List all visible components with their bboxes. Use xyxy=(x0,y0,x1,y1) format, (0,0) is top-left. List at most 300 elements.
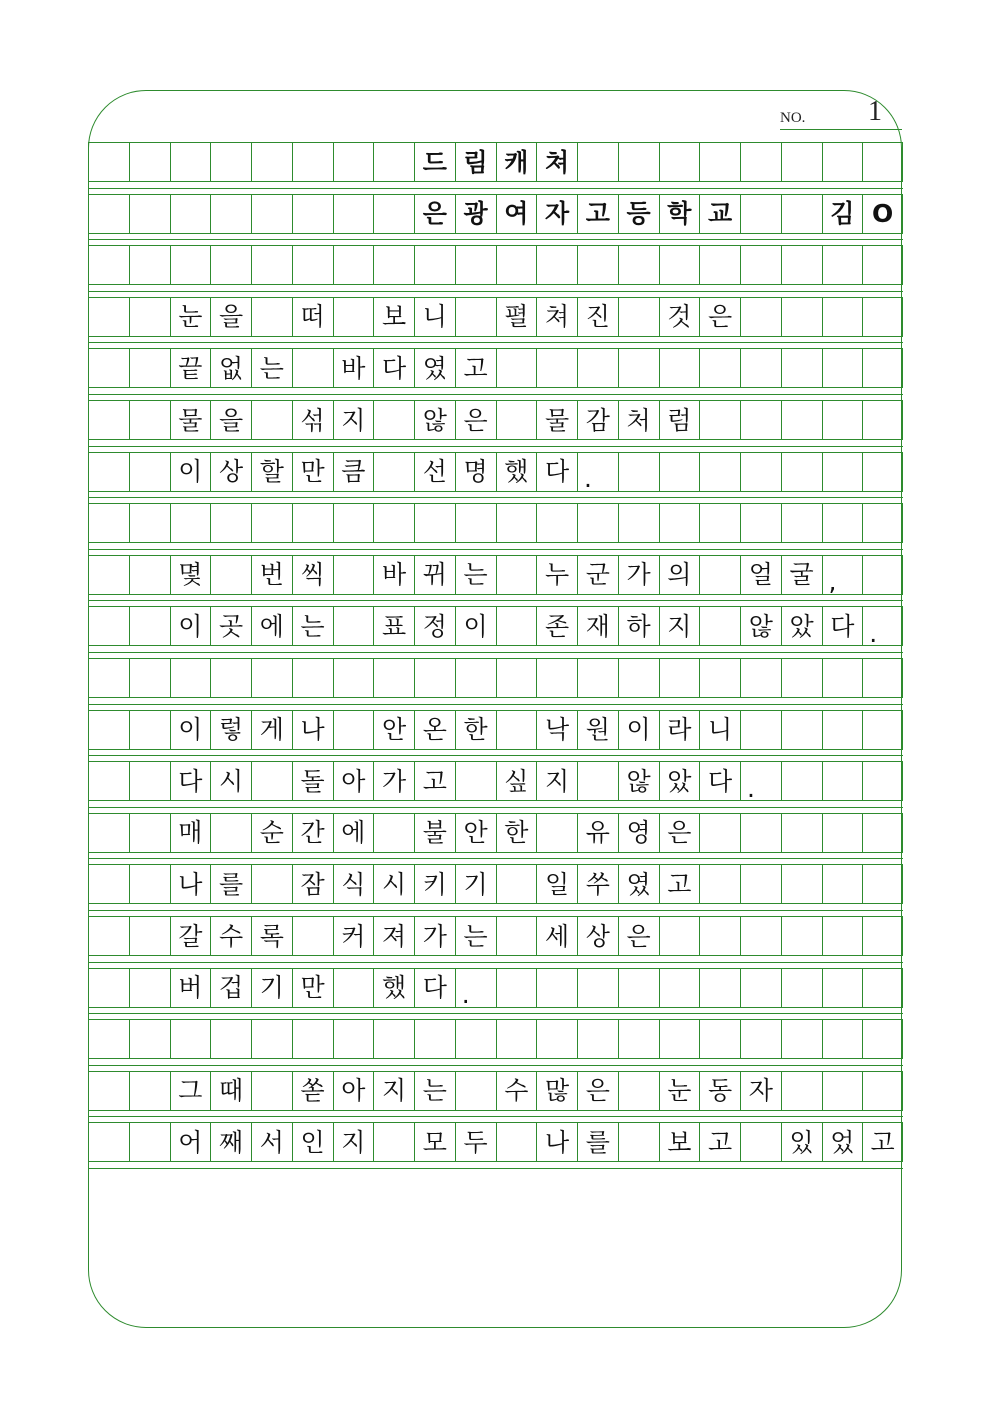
grid-cell: 는 xyxy=(414,1071,455,1111)
grid-cell: 섞 xyxy=(292,400,333,440)
grid-cell: 굴 xyxy=(781,555,822,595)
grid-cell xyxy=(88,142,129,182)
grid-cell: 했 xyxy=(496,452,537,492)
grid-cell xyxy=(210,142,251,182)
grid-cell: 는 xyxy=(455,555,496,595)
grid-cell: 다 xyxy=(536,452,577,492)
grid-cell: 고 xyxy=(455,348,496,388)
grid-cell xyxy=(577,658,618,698)
grid-cell xyxy=(129,916,170,956)
grid-cell xyxy=(333,245,374,285)
row-separator-line xyxy=(88,394,903,395)
grid-cell xyxy=(88,452,129,492)
grid-cell: 인 xyxy=(292,1122,333,1162)
grid-row xyxy=(88,710,903,750)
grid-cell: 있 xyxy=(781,1122,822,1162)
grid-cell: 곳 xyxy=(210,606,251,646)
row-separator-line xyxy=(88,858,903,859)
grid-row xyxy=(88,503,903,543)
grid-cell: 자 xyxy=(740,1071,781,1111)
grid-cell xyxy=(251,503,292,543)
grid-cell: 다 xyxy=(414,968,455,1008)
grid-cell xyxy=(129,555,170,595)
grid-cell xyxy=(414,245,455,285)
grid-cell: 얼 xyxy=(740,555,781,595)
grid-cell: 키 xyxy=(414,864,455,904)
grid-cell xyxy=(455,658,496,698)
grid-cell xyxy=(699,968,740,1008)
grid-cell xyxy=(333,710,374,750)
grid-cell: . xyxy=(862,606,903,646)
grid-cell xyxy=(251,245,292,285)
grid-cell: 하 xyxy=(618,606,659,646)
grid-cell: 쏟 xyxy=(292,1071,333,1111)
grid-cell xyxy=(740,503,781,543)
grid-cell: 는 xyxy=(455,916,496,956)
row-separator-line xyxy=(88,807,903,808)
grid-cell xyxy=(496,348,537,388)
grid-cell xyxy=(333,194,374,234)
grid-row xyxy=(88,452,903,492)
grid-cell xyxy=(822,503,863,543)
grid-cell xyxy=(740,297,781,337)
grid-cell xyxy=(210,555,251,595)
grid-cell xyxy=(536,503,577,543)
grid-cell xyxy=(699,658,740,698)
grid-cell xyxy=(862,968,903,1008)
grid-cell: 시 xyxy=(373,864,414,904)
grid-cell: 만 xyxy=(292,452,333,492)
grid-cell: 바 xyxy=(373,555,414,595)
grid-cell xyxy=(781,400,822,440)
grid-cell xyxy=(333,555,374,595)
grid-cell: 서 xyxy=(251,1122,292,1162)
grid-cell xyxy=(292,142,333,182)
grid-cell xyxy=(618,968,659,1008)
grid-cell: 아 xyxy=(333,1071,374,1111)
grid-cell xyxy=(618,1019,659,1059)
grid-cell xyxy=(781,245,822,285)
grid-cell xyxy=(170,245,211,285)
grid-cell: 기 xyxy=(455,864,496,904)
grid-cell: 째 xyxy=(210,1122,251,1162)
grid-cell xyxy=(822,1019,863,1059)
row-separator-line xyxy=(88,1013,903,1014)
grid-cell xyxy=(781,864,822,904)
grid-cell xyxy=(88,555,129,595)
grid-cell: 럼 xyxy=(659,400,700,440)
grid-cell: 어 xyxy=(170,1122,211,1162)
grid-cell xyxy=(496,606,537,646)
grid-cell: 펼 xyxy=(496,297,537,337)
grid-cell xyxy=(170,142,211,182)
grid-cell xyxy=(536,348,577,388)
grid-cell xyxy=(251,142,292,182)
grid-cell xyxy=(251,1019,292,1059)
grid-cell xyxy=(536,968,577,1008)
grid-cell xyxy=(862,916,903,956)
grid-cell: 끝 xyxy=(170,348,211,388)
grid-cell xyxy=(251,864,292,904)
grid-cell xyxy=(699,348,740,388)
grid-cell: 광 xyxy=(455,194,496,234)
grid-cell xyxy=(862,348,903,388)
grid-cell xyxy=(740,916,781,956)
grid-cell xyxy=(862,555,903,595)
grid-cell xyxy=(577,503,618,543)
grid-cell xyxy=(862,503,903,543)
grid-cell: 지 xyxy=(373,1071,414,1111)
grid-cell: . xyxy=(455,968,496,1008)
row-separator-line xyxy=(88,291,903,292)
grid-row xyxy=(88,1122,903,1162)
grid-cell: 갈 xyxy=(170,916,211,956)
grid-cell: 는 xyxy=(251,348,292,388)
grid-cell xyxy=(781,452,822,492)
grid-cell xyxy=(455,503,496,543)
grid-cell xyxy=(862,658,903,698)
grid-cell xyxy=(496,864,537,904)
grid-cell: 물 xyxy=(536,400,577,440)
grid-cell xyxy=(455,1071,496,1111)
grid-cell xyxy=(740,658,781,698)
grid-cell: . xyxy=(577,452,618,492)
grid-cell: 영 xyxy=(618,813,659,853)
grid-cell: 이 xyxy=(618,710,659,750)
grid-cell xyxy=(862,813,903,853)
grid-cell: 한 xyxy=(496,813,537,853)
grid-cell: 기 xyxy=(251,968,292,1008)
grid-cell xyxy=(740,813,781,853)
grid-cell xyxy=(822,761,863,801)
grid-cell xyxy=(88,297,129,337)
grid-cell xyxy=(577,348,618,388)
grid-cell: 않 xyxy=(618,761,659,801)
grid-cell: 뀌 xyxy=(414,555,455,595)
grid-cell xyxy=(129,194,170,234)
grid-row xyxy=(88,606,903,646)
grid-cell: 드 xyxy=(414,142,455,182)
grid-cell: 고 xyxy=(414,761,455,801)
grid-cell xyxy=(618,348,659,388)
grid-cell xyxy=(781,968,822,1008)
grid-cell: 가 xyxy=(373,761,414,801)
grid-cell: 았 xyxy=(659,761,700,801)
grid-row xyxy=(88,1071,903,1111)
row-separator-line xyxy=(88,652,903,653)
grid-cell: 상 xyxy=(577,916,618,956)
grid-cell xyxy=(781,142,822,182)
grid-cell: 보 xyxy=(659,1122,700,1162)
grid-cell xyxy=(822,245,863,285)
grid-cell xyxy=(740,452,781,492)
grid-cell xyxy=(618,503,659,543)
grid-cell xyxy=(210,503,251,543)
grid-cell: 간 xyxy=(292,813,333,853)
grid-cell: 할 xyxy=(251,452,292,492)
grid-cell xyxy=(699,916,740,956)
grid-cell xyxy=(210,194,251,234)
grid-cell: 니 xyxy=(414,297,455,337)
grid-cell xyxy=(699,503,740,543)
grid-cell xyxy=(699,555,740,595)
grid-cell: 많 xyxy=(536,1071,577,1111)
grid-cell xyxy=(129,658,170,698)
grid-cell xyxy=(496,503,537,543)
grid-cell xyxy=(373,245,414,285)
grid-row xyxy=(88,555,903,595)
grid-cell xyxy=(129,245,170,285)
grid-cell xyxy=(699,400,740,440)
grid-cell xyxy=(740,710,781,750)
grid-cell xyxy=(455,245,496,285)
grid-cell: 나 xyxy=(170,864,211,904)
grid-cell: 잠 xyxy=(292,864,333,904)
grid-cell: 를 xyxy=(210,864,251,904)
grid-cell: 재 xyxy=(577,606,618,646)
grid-cell: 등 xyxy=(618,194,659,234)
grid-cell xyxy=(414,503,455,543)
grid-cell: 유 xyxy=(577,813,618,853)
grid-cell: 시 xyxy=(210,761,251,801)
grid-cell xyxy=(251,761,292,801)
grid-cell xyxy=(333,606,374,646)
grid-cell xyxy=(129,710,170,750)
grid-cell: 온 xyxy=(414,710,455,750)
grid-cell xyxy=(333,658,374,698)
grid-cell: , xyxy=(822,555,863,595)
grid-cell: . xyxy=(740,761,781,801)
grid-cell xyxy=(496,968,537,1008)
grid-cell xyxy=(699,606,740,646)
grid-cell: 렇 xyxy=(210,710,251,750)
grid-cell xyxy=(414,1019,455,1059)
grid-cell xyxy=(292,916,333,956)
grid-cell xyxy=(292,194,333,234)
grid-cell xyxy=(862,1019,903,1059)
grid-cell xyxy=(577,1019,618,1059)
grid-cell xyxy=(740,194,781,234)
grid-cell xyxy=(170,1019,211,1059)
grid-cell: 매 xyxy=(170,813,211,853)
grid-cell xyxy=(618,1122,659,1162)
grid-cell xyxy=(333,503,374,543)
grid-cell xyxy=(88,194,129,234)
grid-cell: 다 xyxy=(170,761,211,801)
grid-cell xyxy=(618,1071,659,1111)
grid-cell xyxy=(88,1019,129,1059)
grid-cell: 라 xyxy=(659,710,700,750)
grid-cell: 그 xyxy=(170,1071,211,1111)
grid-cell xyxy=(333,297,374,337)
row-separator-line xyxy=(88,910,903,911)
grid-cell xyxy=(170,658,211,698)
grid-cell: 고 xyxy=(659,864,700,904)
grid-row xyxy=(88,813,903,853)
grid-cell xyxy=(496,710,537,750)
grid-cell xyxy=(618,452,659,492)
grid-cell xyxy=(88,606,129,646)
grid-cell: 원 xyxy=(577,710,618,750)
grid-row xyxy=(88,864,903,904)
grid-cell xyxy=(740,1122,781,1162)
grid-cell: 눈 xyxy=(170,297,211,337)
grid-cell: 니 xyxy=(699,710,740,750)
grid-cell: 은 xyxy=(455,400,496,440)
grid-cell xyxy=(292,1019,333,1059)
grid-cell xyxy=(496,245,537,285)
grid-cell xyxy=(496,400,537,440)
grid-cell xyxy=(210,1019,251,1059)
grid-cell: 진 xyxy=(577,297,618,337)
grid-cell: 눈 xyxy=(659,1071,700,1111)
grid-cell xyxy=(699,1019,740,1059)
grid-cell: 명 xyxy=(455,452,496,492)
grid-cell xyxy=(699,142,740,182)
grid-cell xyxy=(129,503,170,543)
grid-cell xyxy=(129,864,170,904)
grid-row xyxy=(88,142,903,182)
grid-cell xyxy=(88,864,129,904)
grid-cell: 져 xyxy=(373,916,414,956)
grid-cell xyxy=(129,1071,170,1111)
grid-cell: 큼 xyxy=(333,452,374,492)
grid-cell: 한 xyxy=(455,710,496,750)
grid-cell xyxy=(740,245,781,285)
grid-cell xyxy=(659,245,700,285)
grid-cell: 커 xyxy=(333,916,374,956)
grid-cell xyxy=(536,1019,577,1059)
grid-cell xyxy=(618,245,659,285)
row-separator-line xyxy=(88,704,903,705)
row-separator-line xyxy=(88,188,903,189)
grid-cell: 안 xyxy=(455,813,496,853)
grid-cell: 지 xyxy=(659,606,700,646)
grid-cell xyxy=(129,452,170,492)
grid-cell xyxy=(88,658,129,698)
grid-cell: 림 xyxy=(455,142,496,182)
grid-cell xyxy=(414,658,455,698)
grid-cell xyxy=(699,245,740,285)
grid-cell: 안 xyxy=(373,710,414,750)
grid-cell: 버 xyxy=(170,968,211,1008)
grid-cell: 낙 xyxy=(536,710,577,750)
grid-cell xyxy=(659,503,700,543)
grid-cell: 떠 xyxy=(292,297,333,337)
grid-cell xyxy=(781,1071,822,1111)
grid-cell: 았 xyxy=(781,606,822,646)
grid-cell xyxy=(129,1122,170,1162)
grid-cell xyxy=(88,503,129,543)
grid-cell: 고 xyxy=(862,1122,903,1162)
grid-cell: 은 xyxy=(659,813,700,853)
grid-cell xyxy=(373,1122,414,1162)
grid-cell: 감 xyxy=(577,400,618,440)
grid-cell xyxy=(129,142,170,182)
grid-cell xyxy=(781,761,822,801)
grid-cell xyxy=(373,452,414,492)
grid-cell: 다 xyxy=(822,606,863,646)
grid-cell: 자 xyxy=(536,194,577,234)
grid-cell xyxy=(88,916,129,956)
grid-row xyxy=(88,348,903,388)
grid-cell xyxy=(618,142,659,182)
grid-cell: 두 xyxy=(455,1122,496,1162)
grid-cell: 은 xyxy=(699,297,740,337)
grid-cell: 의 xyxy=(659,555,700,595)
grid-row xyxy=(88,761,903,801)
grid-cell: 쑤 xyxy=(577,864,618,904)
grid-cell: 동 xyxy=(699,1071,740,1111)
grid-cell: 가 xyxy=(618,555,659,595)
grid-cell xyxy=(496,1019,537,1059)
grid-cell xyxy=(781,297,822,337)
grid-cell xyxy=(781,916,822,956)
grid-cell xyxy=(251,400,292,440)
grid-cell xyxy=(862,1071,903,1111)
grid-cell: 쳐 xyxy=(536,142,577,182)
grid-row xyxy=(88,1019,903,1059)
grid-cell xyxy=(740,142,781,182)
row-separator-line xyxy=(88,1065,903,1066)
grid-cell: 싶 xyxy=(496,761,537,801)
grid-cell xyxy=(699,813,740,853)
grid-cell xyxy=(577,142,618,182)
grid-row xyxy=(88,400,903,440)
grid-cell: 수 xyxy=(496,1071,537,1111)
grid-cell xyxy=(170,503,211,543)
grid-cell xyxy=(740,348,781,388)
grid-cell: 없 xyxy=(210,348,251,388)
grid-cell: 때 xyxy=(210,1071,251,1111)
grid-cell: 씩 xyxy=(292,555,333,595)
grid-cell xyxy=(251,658,292,698)
grid-cell: 군 xyxy=(577,555,618,595)
grid-cell xyxy=(536,245,577,285)
grid-cell xyxy=(496,658,537,698)
grid-cell xyxy=(740,400,781,440)
grid-cell: 나 xyxy=(536,1122,577,1162)
grid-cell xyxy=(88,968,129,1008)
grid-cell: 에 xyxy=(333,813,374,853)
grid-cell: 존 xyxy=(536,606,577,646)
grid-cell: 만 xyxy=(292,968,333,1008)
grid-cell xyxy=(129,761,170,801)
grid-cell xyxy=(740,864,781,904)
grid-cell xyxy=(862,400,903,440)
grid-cell: 겁 xyxy=(210,968,251,1008)
grid-cell xyxy=(251,194,292,234)
grid-cell xyxy=(496,1122,537,1162)
row-separator-line xyxy=(88,497,903,498)
grid-cell: 캐 xyxy=(496,142,537,182)
grid-cell xyxy=(373,658,414,698)
grid-cell xyxy=(659,658,700,698)
grid-cell: 이 xyxy=(170,452,211,492)
grid-cell: 이 xyxy=(170,606,211,646)
grid-row xyxy=(88,194,903,234)
grid-cell xyxy=(659,1019,700,1059)
grid-cell: 고 xyxy=(577,194,618,234)
page-number-value: 1 xyxy=(868,96,882,127)
grid-cell: 에 xyxy=(251,606,292,646)
grid-cell xyxy=(577,761,618,801)
grid-cell xyxy=(373,1019,414,1059)
grid-cell: 표 xyxy=(373,606,414,646)
grid-cell: 것 xyxy=(659,297,700,337)
grid-cell: 김 xyxy=(822,194,863,234)
grid-cell xyxy=(88,761,129,801)
